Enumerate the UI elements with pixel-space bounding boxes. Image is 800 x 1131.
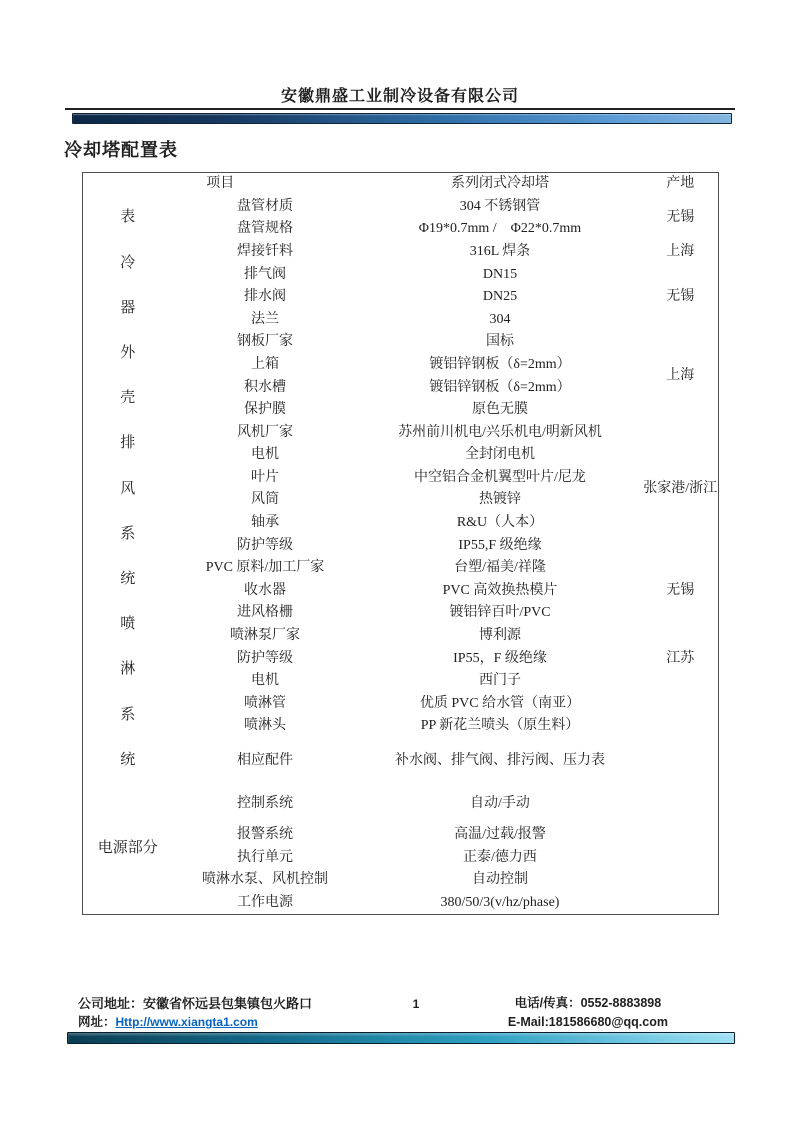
value-cell: 原色无膜: [472, 402, 528, 418]
table-row: [83, 602, 719, 625]
group-label-cell: 风: [120, 480, 136, 497]
item-cell: 喷淋头: [244, 718, 286, 734]
item-cell: 风筒: [251, 492, 279, 508]
value-cell: 镀铝锌百叶/PVC: [449, 605, 551, 621]
origin-cell: 无锡: [666, 289, 695, 305]
item-cell: PVC 原料/加工厂家: [205, 560, 325, 576]
table-row: [83, 354, 719, 377]
origin-cell: [643, 846, 719, 869]
value-cell: 苏州前川机电/兴乐机电/明新风机: [398, 424, 602, 440]
table-row: [83, 846, 719, 869]
origin-cell: [643, 602, 719, 625]
item-cell: 执行单元: [237, 849, 293, 865]
footer: [78, 994, 668, 1032]
table-row: [83, 647, 719, 670]
item-cell: 收水器: [244, 582, 286, 598]
footer-website-label: 网址：: [78, 1015, 116, 1029]
item-cell: 相应配件: [237, 752, 293, 768]
origin-cell: [643, 693, 719, 716]
footer-right-block: [508, 994, 668, 1032]
company-name-header: 安徽鼎盛工业制冷设备有限公司: [65, 86, 735, 110]
value-cell: IP55,F 级绝缘: [458, 537, 542, 553]
table-row: [83, 218, 719, 241]
group-label-cell: 壳: [120, 390, 136, 407]
item-cell: 保护膜: [244, 402, 286, 418]
item-cell: 盘管材质: [237, 198, 293, 214]
table-row: [83, 824, 719, 847]
item-cell: 电机: [251, 447, 279, 463]
origin-cell: [643, 263, 719, 286]
origin-cell: 上海: [666, 243, 695, 259]
item-cell: 法兰: [251, 311, 279, 327]
website-link[interactable]: Http://www.xiangta1.com: [115, 1015, 258, 1029]
origin-cell: [643, 824, 719, 847]
group-label-cell: 表: [120, 209, 136, 226]
item-cell: 工作电源: [237, 894, 293, 910]
item-cell: 上箱: [251, 356, 279, 372]
value-cell: 全封闭电机: [465, 447, 535, 463]
group-label-cell: 系: [120, 706, 136, 723]
group-label-cell: 喷: [120, 616, 136, 633]
value-cell: 博利源: [479, 628, 521, 644]
table-row: [83, 489, 719, 512]
value-cell: Φ19*0.7mm / Φ22*0.7mm: [418, 221, 582, 237]
table-row: [83, 738, 719, 784]
table-row: [83, 196, 719, 219]
table-row: [83, 869, 719, 892]
origin-cell: [643, 421, 719, 444]
origin-cell: [643, 670, 719, 693]
table-row: [83, 263, 719, 286]
value-cell: PP 新花兰喷头（原生料）: [420, 718, 580, 734]
origin-cell: [643, 512, 719, 535]
value-cell: 304 不锈钢管: [459, 198, 541, 214]
value-cell: 镀铝锌钢板（δ=2mm）: [429, 356, 571, 372]
table-row: [83, 557, 719, 580]
origin-cell: 无锡: [666, 582, 695, 598]
config-table-body: [83, 173, 719, 915]
item-cell: 喷淋泵厂家: [230, 628, 300, 644]
value-cell: 自动/手动: [470, 795, 530, 811]
item-cell: 盘管规格: [237, 221, 293, 237]
table-row: [83, 444, 719, 467]
value-cell: 自动控制: [472, 872, 528, 888]
footer-left-block: [78, 994, 312, 1032]
table-row: [83, 512, 719, 535]
table-row: [83, 421, 719, 444]
item-cell: 防护等级: [237, 537, 293, 553]
origin-cell: [643, 308, 719, 331]
table-row: [83, 331, 719, 354]
table-row: [83, 467, 719, 490]
table-row: [83, 625, 719, 648]
header-item-cell: 项目: [206, 176, 235, 192]
origin-cell: [643, 715, 719, 738]
item-cell: 积水槽: [244, 379, 286, 395]
origin-cell: [643, 625, 719, 648]
value-cell: 西门子: [479, 673, 521, 689]
value-cell: DN15: [482, 266, 518, 282]
table-header-row: [83, 173, 719, 196]
group-label-cell: 淋: [120, 661, 136, 678]
value-cell: 316L 焊条: [469, 243, 531, 259]
item-cell: 排水阀: [244, 289, 286, 305]
item-cell: 风机厂家: [237, 424, 293, 440]
table-row: [83, 286, 719, 309]
origin-cell: [643, 892, 719, 915]
item-cell: 喷淋水泵、风机控制: [202, 872, 328, 888]
item-cell: 防护等级: [237, 650, 293, 666]
footer-website-line: [78, 1013, 312, 1032]
table-row: [83, 241, 719, 264]
item-cell: 叶片: [251, 469, 279, 485]
origin-cell: [643, 331, 719, 354]
footer-phone: 电话/传真：0552-8883898: [514, 996, 662, 1010]
page-title: 冷却塔配置表: [64, 140, 178, 160]
footer-email: E-Mail:181586680@qq.com: [507, 1015, 668, 1029]
table-row: [83, 399, 719, 422]
item-cell: 排气阀: [244, 266, 286, 282]
value-cell: 高温/过载/报警: [454, 827, 546, 842]
item-cell: 钢板厂家: [237, 334, 293, 350]
origin-cell: 张家港/浙江: [643, 481, 718, 497]
bottom-divider-bar: [67, 1032, 735, 1044]
header-series-cell: 系列闭式冷却塔: [451, 176, 549, 192]
value-cell: 304: [489, 311, 511, 327]
table-row: [83, 534, 719, 557]
table-row: [83, 670, 719, 693]
footer-address: 公司地址：安徽省怀远县包集镇包火路口: [78, 996, 313, 1011]
value-cell: 优质 PVC 给水管（南亚）: [419, 695, 581, 711]
value-cell: 正泰/德力西: [463, 849, 537, 865]
item-cell: 控制系统: [237, 795, 293, 811]
value-cell: 热镀锌: [479, 492, 521, 508]
table-row: [83, 693, 719, 716]
origin-cell: 无锡: [666, 210, 695, 226]
value-cell: 380/50/3(v/hz/phase): [440, 894, 560, 910]
origin-cell: [643, 557, 719, 580]
value-cell: 补水阀、排气阀、排污阀、压力表: [395, 752, 605, 768]
value-cell: 中空铝合金机翼型叶片/尼龙: [414, 469, 586, 485]
table-row: [83, 580, 719, 603]
table-row: [83, 308, 719, 331]
origin-cell: 江苏: [666, 650, 695, 666]
table-row: [83, 892, 719, 915]
item-cell: 轴承: [251, 515, 279, 531]
value-cell: R&U（人本）: [456, 515, 544, 531]
header-origin-cell: 产地: [666, 176, 695, 192]
top-divider-bar: [72, 113, 732, 124]
value-cell: 国标: [486, 334, 514, 350]
item-cell: 喷淋管: [244, 695, 286, 711]
value-cell: PVC 高效换热模片: [442, 582, 558, 598]
value-cell: 台塑/福美/祥隆: [454, 560, 546, 576]
item-cell: 焊接钎料: [237, 243, 293, 259]
group-label-cell: 统: [120, 752, 136, 769]
origin-cell: [643, 784, 719, 824]
origin-cell: [643, 534, 719, 557]
origin-cell: [643, 399, 719, 422]
item-cell: 报警系统: [237, 827, 293, 842]
group-label-cell: 系: [120, 525, 136, 542]
group-label-cell: 冷: [120, 254, 136, 271]
origin-cell: [643, 444, 719, 467]
table-row: [83, 376, 719, 399]
item-cell: 进风格栅: [237, 605, 293, 621]
page-number: 1: [412, 997, 420, 1011]
value-cell: DN25: [482, 289, 518, 305]
value-cell: 镀铝锌钢板（δ=2mm）: [429, 379, 571, 395]
origin-cell: [643, 869, 719, 892]
table-row: [83, 715, 719, 738]
origin-cell: [643, 738, 719, 784]
group-label-cell: 排: [120, 435, 136, 452]
table-row: [83, 784, 719, 824]
value-cell: IP55，F 级绝缘: [453, 650, 547, 666]
group-label-cell: 外: [120, 345, 136, 362]
group-label-cell: 器: [120, 299, 136, 316]
group-label-cell: 统: [120, 570, 136, 587]
group-label-cell: 电源部分: [97, 840, 158, 857]
config-table: [82, 172, 719, 915]
item-cell: 电机: [251, 673, 279, 689]
origin-cell: 上海: [666, 368, 695, 384]
